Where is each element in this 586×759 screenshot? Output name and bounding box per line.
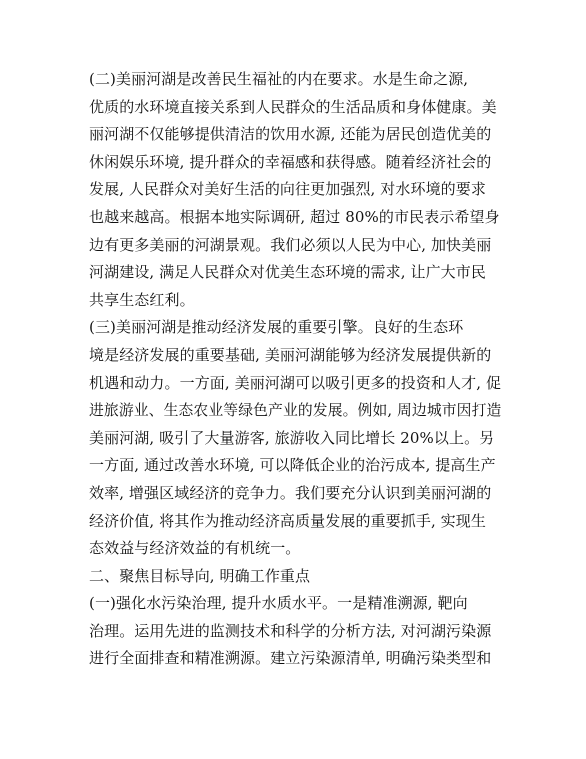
- paragraph-3-line-5: 美丽河湖, 吸引了大量游客, 旅游收入同比增长 20%以上。另: [89, 428, 495, 447]
- document-body: [89, 66, 501, 673]
- paragraph-3-line-7: 效率, 增强区域经济的竞争力。我们要充分认识到美丽河湖的: [89, 483, 492, 502]
- paragraph-2-line-8: 河湖建设, 满足人民群众对优美生态环境的需求, 让广大市民: [89, 263, 486, 282]
- paragraph-2-line-5: 发展, 人民群众对美好生活的向往更加强烈, 对水环境的要求: [89, 180, 486, 199]
- paragraph-2-line-4: 休闲娱乐环境, 提升群众的幸福感和获得感。随着经济社会的: [89, 152, 492, 171]
- section-heading: 二、聚焦目标导向, 明确工作重点: [89, 566, 311, 585]
- subsection-line-1: (一)强化水污染治理, 提升水质水平。一是精准溯源, 靶向: [89, 594, 468, 613]
- subsection-line-3: 进行全面排查和精准溯源。建立污染源清单, 明确污染类型和: [89, 649, 492, 668]
- paragraph-3-line-3: 机遇和动力。一方面, 美丽河湖可以吸引更多的投资和人才, 促: [89, 373, 502, 392]
- paragraph-3-line-2: 境是经济发展的重要基础, 美丽河湖能够为经济发展提供新的: [89, 345, 492, 364]
- paragraph-2-line-1: (二)美丽河湖是改善民生福祉的内在要求。水是生命之源,: [89, 70, 469, 88]
- paragraph-2-line-6: 也越来越高。根据本地实际调研, 超过 80%的市民表示希望身: [89, 207, 500, 226]
- paragraph-3-line-9: 态效益与经济效益的有机统一。: [89, 539, 301, 558]
- paragraph-3-line-4: 进旅游业、生态农业等绿色产业的发展。例如, 周边城市因打造: [89, 401, 502, 420]
- paragraph-2-line-2: 优质的水环境直接关系到人民群众的生活品质和身体健康。美: [89, 97, 497, 116]
- subsection-line-2: 治理。运用先进的监测技术和科学的分析方法, 对河湖污染源: [89, 621, 492, 640]
- paragraph-2-line-9: 共享生态红利。: [89, 290, 195, 309]
- paragraph-2-line-3: 丽河湖不仅能够提供清洁的饮用水源, 还能为居民创造优美的: [89, 125, 492, 144]
- paragraph-3-line-6: 一方面, 通过改善水环境, 可以降低企业的治污成本, 提高生产: [89, 456, 496, 475]
- paragraph-2-line-7: 边有更多美丽的河湖景观。我们必须以人民为中心, 加快美丽: [89, 235, 492, 254]
- paragraph-3-line-1: (三)美丽河湖是推动经济发展的重要引擎。良好的生态环: [89, 318, 464, 337]
- paragraph-3-line-8: 经济价值, 将其作为推动经济高质量发展的重要抓手, 实现生: [89, 511, 486, 530]
